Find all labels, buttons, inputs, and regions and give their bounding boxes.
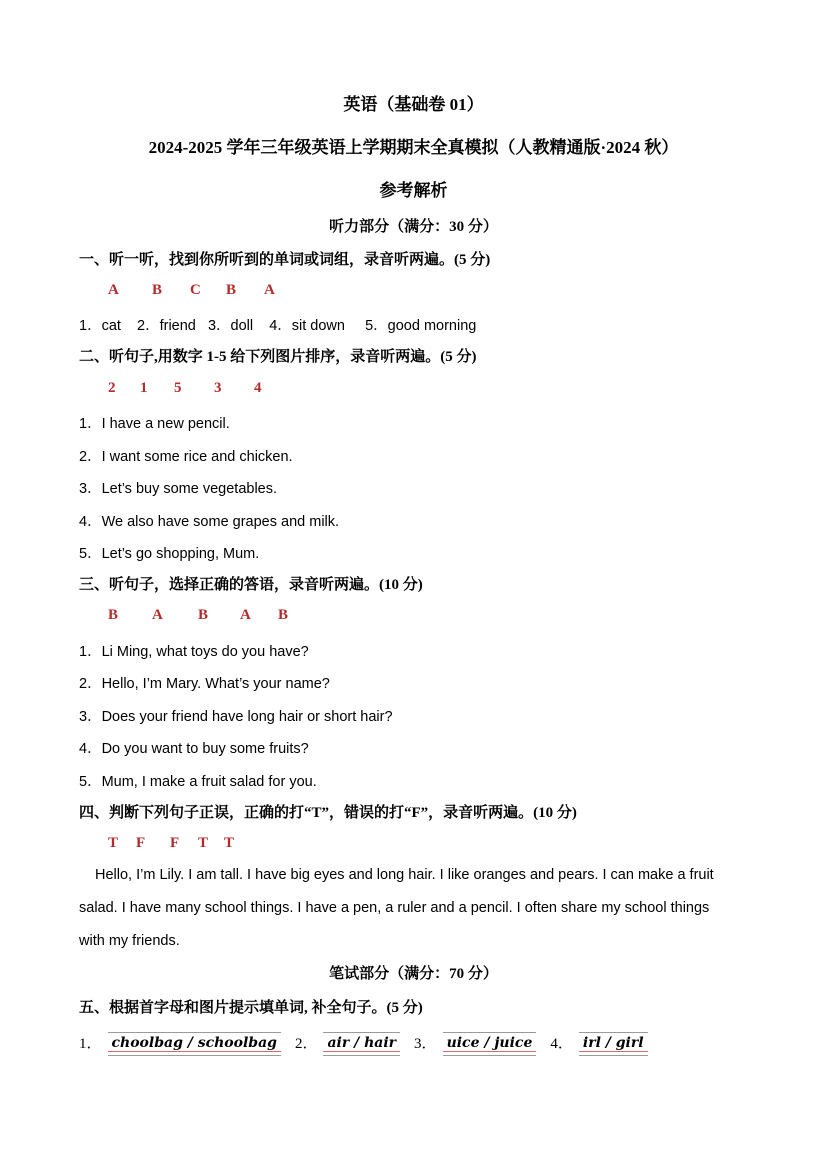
q3-answers (108, 607, 767, 624)
q3-answer: A (152, 607, 163, 623)
list-item: 1．I have a new pencil. (79, 416, 230, 432)
q3-answer: B (108, 607, 119, 623)
q4-answers (108, 835, 767, 852)
q5-num: 4． (550, 1036, 573, 1052)
q1-answer: A (108, 282, 119, 298)
q3-answer: A (240, 607, 251, 623)
q4-answer: T (224, 835, 235, 851)
q2-answer: 3 (214, 380, 222, 396)
q2-answers (108, 380, 767, 397)
list-item: 1．Li Ming, what toys do you have? (79, 644, 309, 660)
q4-answer: F (170, 835, 180, 851)
q2-title: 二、听句子,用数字 1-5 给下列图片排序，录音听两遍。(5 分) (79, 349, 477, 365)
q3-answer: B (278, 607, 289, 623)
list-item: 4．Do you want to buy some fruits? (79, 741, 309, 757)
q5-title: 五、根据首字母和图片提示填单词, 补全句子。(5 分) (79, 1000, 423, 1016)
q5-num: 1． (79, 1036, 102, 1052)
q5-num: 3． (414, 1036, 437, 1052)
doc-answer-title: 参考解析 (379, 181, 448, 200)
list-item: 2．Hello, I’m Mary. What’s your name? (79, 676, 330, 692)
q5-answers (79, 1032, 767, 1053)
list-item: 3．Does your friend have long hair or short hair? (79, 709, 393, 725)
writing-heading: 笔试部分（满分：70 分） (329, 966, 498, 982)
q4-passage: Hello, I’m Lily. I am tall. I have big eyes and long hair. I like oranges and pears. I can make a fruit salad. I have many school things. I have a pen, a ruler and a pencil. I often share my school things with my friends. (79, 867, 714, 949)
list-item: 5．Let’s go shopping, Mum. (79, 546, 260, 562)
q4-answer: F (136, 835, 146, 851)
doc-subtitle: 2024-2025 学年三年级英语上学期期末全真模拟（人教精通版·2024 秋） (148, 138, 679, 157)
q2-answer: 5 (174, 380, 182, 396)
list-item: 3．Let’s buy some vegetables. (79, 481, 278, 497)
list-item: 5．Mum, I make a fruit salad for you. (79, 774, 317, 790)
list-item: 4．We also have some grapes and milk. (79, 514, 340, 530)
q1-items: 1．cat 2．friend 3．doll 4．sit down 5．good morning (79, 318, 477, 334)
listening-heading: 听力部分（满分：30 分） (329, 219, 498, 235)
q2-answer: 1 (140, 380, 148, 396)
q4-answer: T (108, 835, 119, 851)
handwritten-answer: air / hair (323, 1035, 400, 1051)
q5-num: 2． (294, 1036, 318, 1052)
handwritten-answer: uice / juice (443, 1035, 537, 1051)
handwritten-answer: irl / girl (579, 1035, 648, 1051)
q3-title: 三、听句子，选择正确的答语，录音听两遍。(10 分) (79, 577, 423, 593)
handwritten-answer: choolbag / schoolbag (108, 1035, 281, 1051)
doc-title: 英语（基础卷 01） (343, 95, 484, 114)
q1-answer: B (152, 282, 163, 298)
q2-answer: 4 (254, 380, 262, 396)
q4-answer: T (198, 835, 209, 851)
q3-answer: B (198, 607, 209, 623)
q4-title: 四、判断下列句子正误，正确的打“T”，错误的打“F”，录音听两遍。(10 分) (79, 805, 577, 821)
q1-title: 一、听一听，找到你所听到的单词或词组，录音听两遍。(5 分) (79, 252, 491, 268)
q1-answer: A (264, 282, 275, 298)
list-item: 2．I want some rice and chicken. (79, 449, 293, 465)
q2-answer: 2 (108, 380, 116, 396)
q1-answers (108, 282, 767, 299)
q1-answer: C (190, 282, 201, 298)
q1-answer: B (226, 282, 237, 298)
